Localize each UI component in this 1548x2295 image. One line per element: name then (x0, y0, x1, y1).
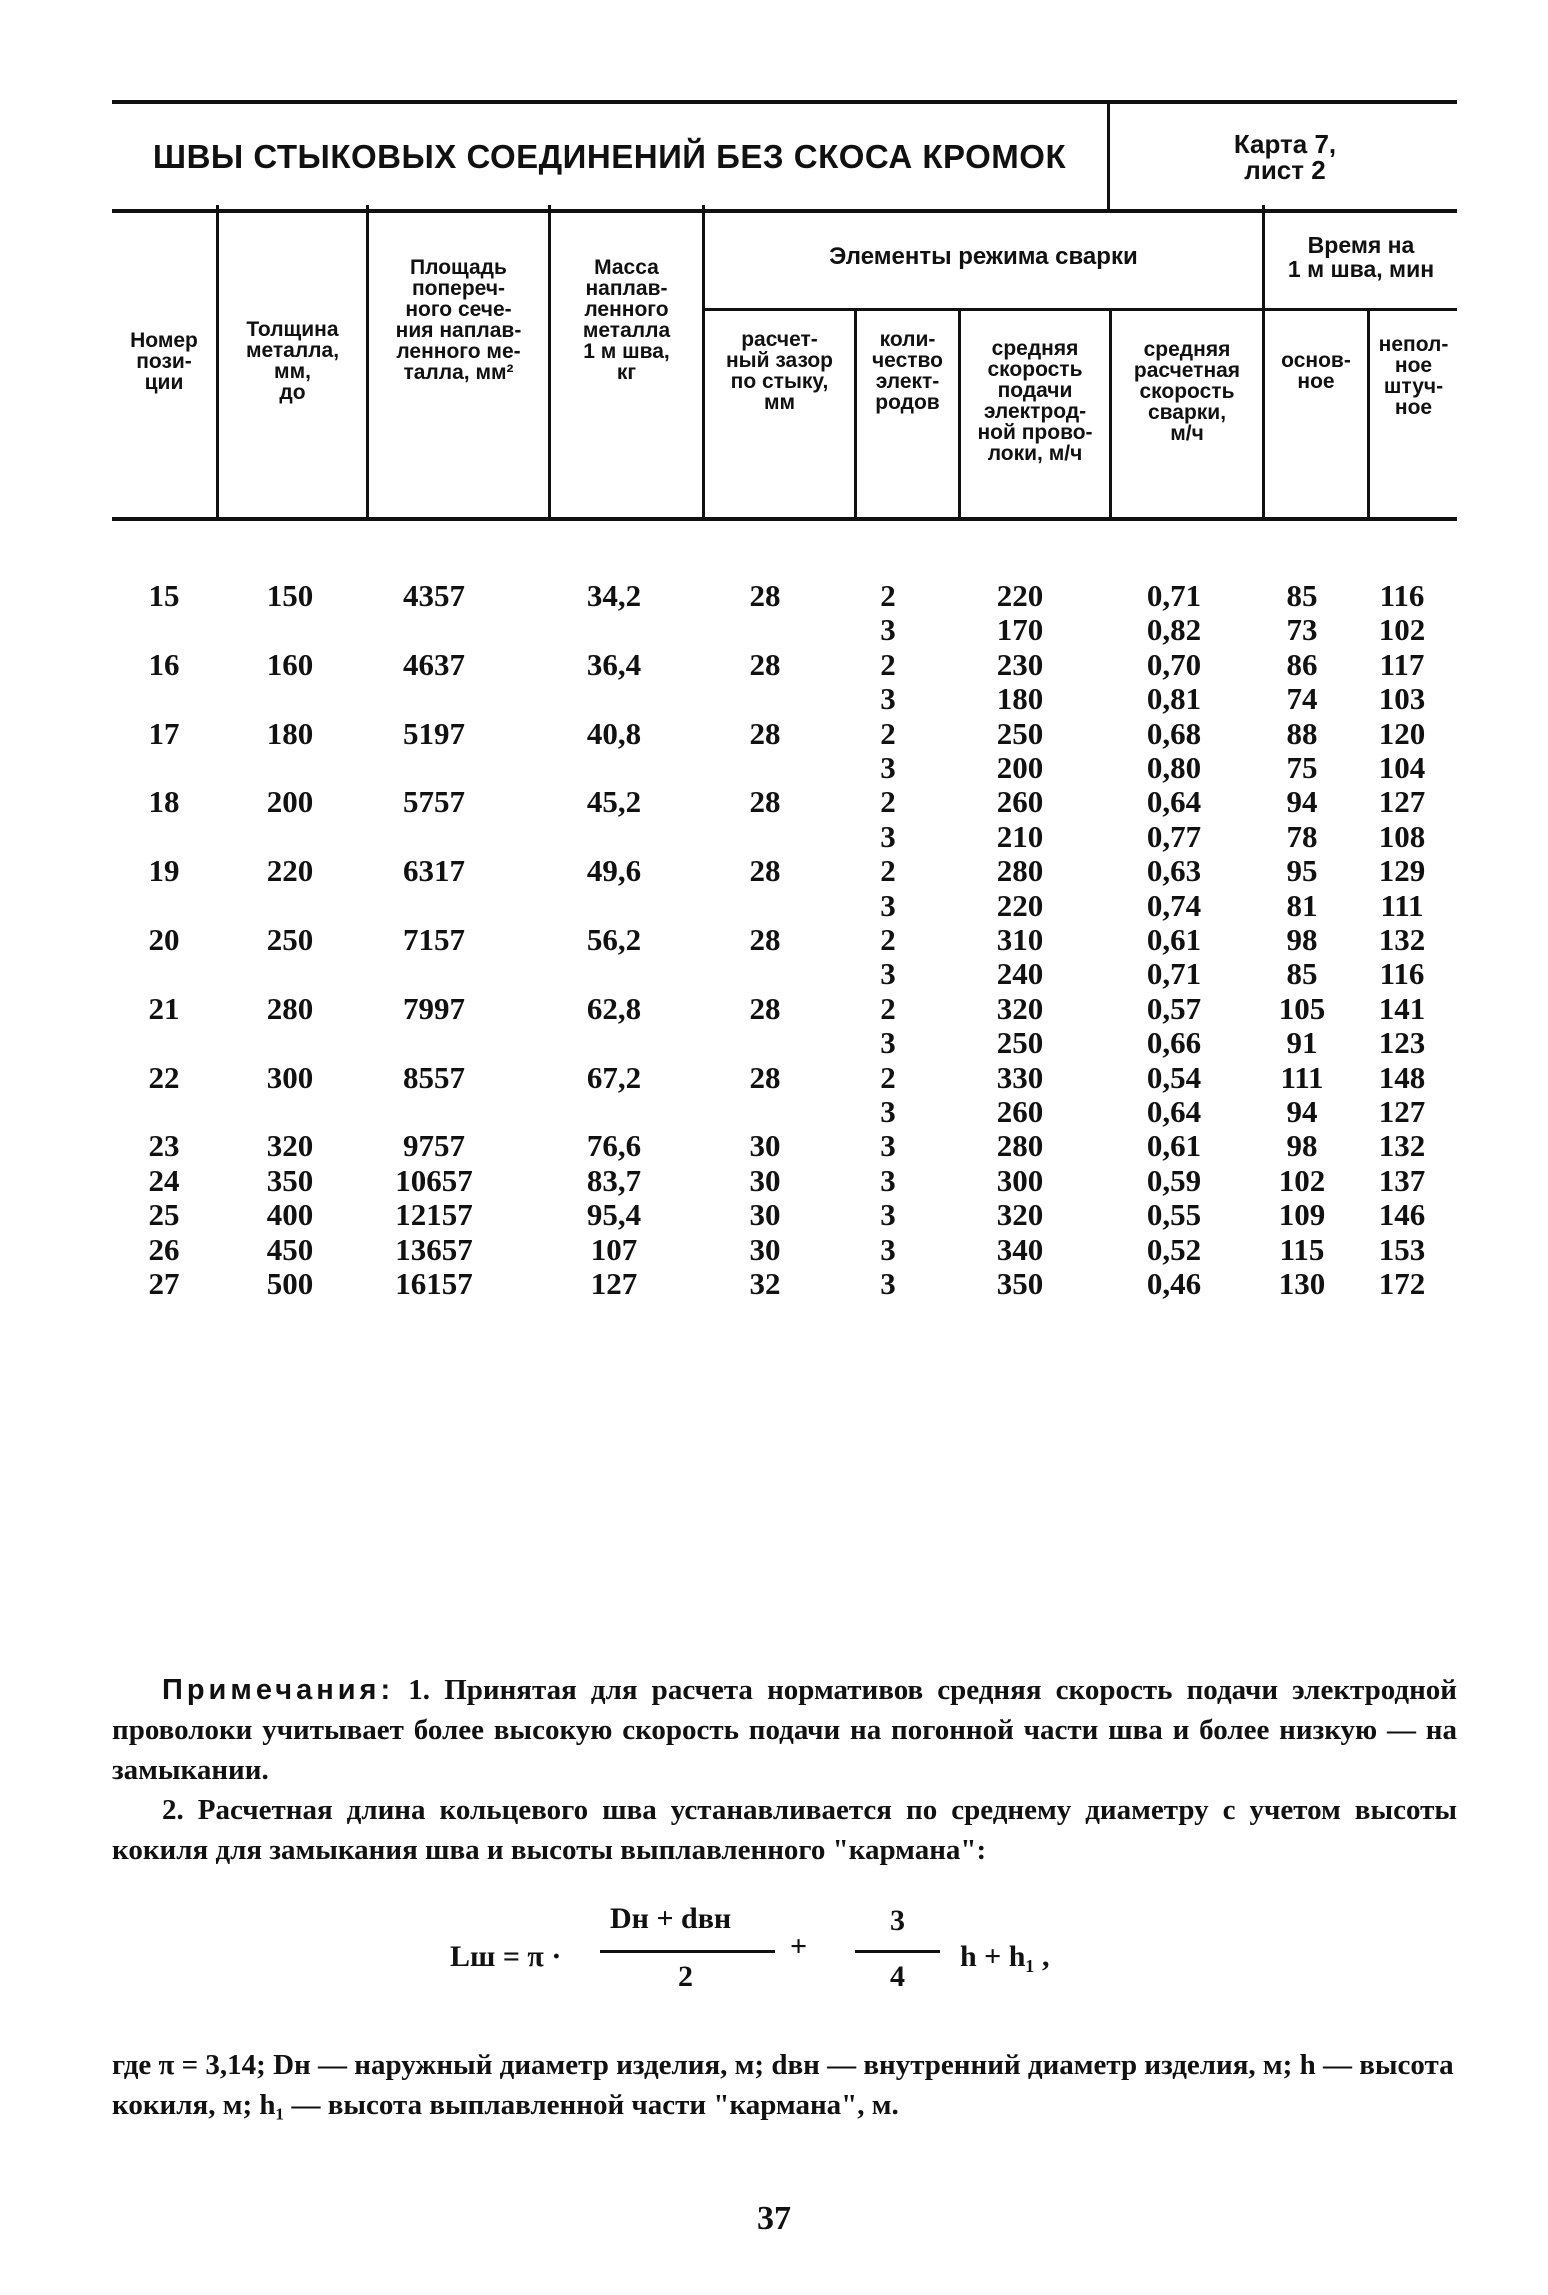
cell-mass: 62,8 (586, 990, 642, 1026)
header-line: средняя (1143, 337, 1231, 361)
cell-speed: 0,61 (1146, 1128, 1202, 1164)
cell-gap: 28 (749, 578, 781, 613)
cell-feed: 300 (996, 1162, 1044, 1198)
cell-el: 2 (880, 853, 896, 889)
cell-main: 74 (1286, 681, 1318, 717)
header-line: попереч- (411, 277, 506, 300)
cell-piece: 127 (1378, 1094, 1426, 1129)
cell-main: 78 (1286, 818, 1318, 854)
cell-piece: 172 (1378, 1266, 1426, 1301)
cell-thick: 180 (266, 715, 314, 751)
cell-piece: 127 (1378, 784, 1426, 820)
formula-lhs: Lш = π · (450, 1940, 562, 1973)
cell-mass: 83,7 (586, 1162, 642, 1198)
cell-thick: 300 (266, 1059, 314, 1095)
cell-gap: 30 (749, 1128, 781, 1164)
header-line: непол- (1378, 333, 1449, 356)
cell-feed: 280 (996, 1128, 1044, 1164)
header-line: до (279, 381, 306, 404)
cell-el: 2 (880, 990, 896, 1026)
cell-speed: 0,57 (1146, 990, 1202, 1026)
cell-main: 73 (1286, 612, 1318, 648)
cell-pos: 16 (148, 646, 180, 682)
header-line: ной прово- (977, 421, 1093, 444)
cell-piece: 148 (1378, 1059, 1426, 1095)
fraction-bar-1 (600, 1950, 775, 1953)
cell-thick: 450 (266, 1231, 314, 1267)
cell-speed: 0,80 (1146, 750, 1202, 785)
cell-feed: 310 (996, 922, 1044, 957)
cell-pos: 15 (148, 578, 180, 613)
header-line: Толщина (246, 318, 339, 341)
header-line: коли- (879, 328, 936, 351)
cell-thick: 250 (266, 922, 314, 957)
cell-main: 105 (1278, 990, 1326, 1026)
formula-denominator-2: 4 (890, 1960, 905, 1993)
cell-gap: 28 (749, 990, 781, 1026)
cell-el: 2 (880, 646, 896, 682)
cell-speed: 0,59 (1146, 1162, 1202, 1198)
cell-el: 3 (880, 1025, 896, 1061)
cell-main: 102 (1278, 1162, 1326, 1198)
header-line: Площадь (410, 256, 507, 279)
cell-el: 2 (880, 715, 896, 751)
header-line: ное (1297, 370, 1335, 393)
header-line: ленного ме- (396, 340, 521, 363)
header-line: штуч- (1383, 375, 1444, 398)
header-line: скорость (1139, 379, 1235, 403)
cell-speed: 0,61 (1146, 922, 1202, 957)
header-line: ный зазор (725, 349, 834, 372)
cell-el: 2 (880, 922, 896, 957)
cell-main: 94 (1286, 1094, 1318, 1129)
cell-mass: 45,2 (586, 784, 642, 820)
cell-mass: 107 (590, 1231, 638, 1267)
cell-main: 111 (1280, 1059, 1324, 1095)
header-line: расчет- (741, 328, 818, 351)
cell-pos: 17 (148, 715, 180, 751)
card-number: Карта 7, (1233, 128, 1337, 159)
cell-piece: 123 (1378, 1025, 1426, 1061)
cell-el: 3 (880, 1128, 896, 1164)
cell-mass: 127 (590, 1266, 638, 1301)
cell-piece: 141 (1378, 990, 1426, 1026)
cell-main: 88 (1286, 715, 1318, 751)
notes-label: Примечания: (162, 1674, 395, 1706)
header-line: 1 м шва, мин (1287, 255, 1435, 282)
header-line: сварки, (1147, 400, 1227, 424)
cell-area: 13657 (395, 1231, 473, 1267)
cell-el: 3 (880, 1231, 896, 1267)
cell-feed: 260 (996, 1094, 1044, 1129)
cell-speed: 0,64 (1146, 784, 1202, 820)
header-line: локи, м/ч (987, 442, 1083, 465)
col-position (112, 205, 216, 517)
header-line: средняя (991, 337, 1079, 360)
cell-mass: 49,6 (586, 853, 642, 889)
cell-feed: 260 (996, 784, 1044, 820)
cell-speed: 0,55 (1146, 1197, 1202, 1233)
page-number: 37 (757, 2200, 791, 2237)
cell-feed: 240 (996, 956, 1044, 992)
cell-thick: 320 (266, 1128, 314, 1164)
header-line: чество (871, 349, 944, 372)
cell-el: 2 (880, 784, 896, 820)
cell-speed: 0,71 (1146, 956, 1202, 992)
cell-mass: 34,2 (586, 578, 642, 613)
formula-legend: где π = 3,14; Dн — наружный диаметр изделия, м; dвн — внутренний диаметр изделия, м; h — высота кокиля, м; h₁ — высота выплавленной части "кармана", м. (112, 2049, 1454, 2121)
cell-thick: 160 (266, 646, 314, 682)
cell-speed: 0,54 (1146, 1059, 1202, 1095)
cell-mass: 36,4 (586, 646, 642, 682)
cell-gap: 30 (749, 1197, 781, 1233)
cell-feed: 200 (996, 750, 1044, 785)
header-line: Время на (1307, 231, 1415, 258)
col-group-mode: Элементы режима сварки (829, 243, 1138, 270)
cell-area: 5757 (403, 784, 465, 820)
cell-mass: 67,2 (586, 1059, 642, 1095)
cell-el: 3 (880, 818, 896, 854)
note-1-text: 1. Принятая для расчета нормативов средняя скорость подачи электродной проволоки учитывает более высокую скорость подачи на погонной части шва и более низкую — на замыкании. (112, 1674, 1458, 1786)
cell-piece: 104 (1378, 750, 1426, 785)
cell-speed: 0,68 (1146, 715, 1202, 751)
cell-area: 4357 (403, 578, 465, 613)
cell-feed: 250 (996, 715, 1044, 751)
cell-mass: 95,4 (586, 1197, 642, 1233)
cell-piece: 117 (1379, 646, 1425, 682)
cell-area: 7997 (403, 990, 465, 1026)
formula-numerator-2: 3 (890, 1904, 905, 1937)
cell-speed: 0,63 (1146, 853, 1202, 889)
cell-el: 3 (880, 956, 896, 992)
cell-feed: 280 (996, 853, 1044, 889)
card-sheet-label (1107, 104, 1460, 209)
cell-mass: 40,8 (586, 715, 642, 751)
cell-speed: 0,66 (1146, 1025, 1202, 1061)
cell-area: 5197 (403, 715, 465, 751)
cell-feed: 320 (996, 1197, 1044, 1233)
cell-thick: 400 (266, 1197, 314, 1233)
cell-pos: 19 (148, 853, 180, 889)
table-header (112, 205, 1457, 521)
cell-mass: 56,2 (586, 922, 642, 957)
cell-piece: 129 (1378, 853, 1426, 889)
cell-feed: 340 (996, 1231, 1044, 1267)
cell-gap: 28 (749, 1059, 781, 1095)
document-title: ШВЫ СТЫКОВЫХ СОЕДИНЕНИЙ БЕЗ СКОСА КРОМОК (152, 137, 1067, 175)
notes-section (112, 1670, 1457, 1870)
header-line: Масса (594, 256, 659, 279)
col-gap (705, 311, 854, 431)
cell-piece: 116 (1379, 578, 1425, 613)
cell-pos: 23 (148, 1128, 180, 1164)
cell-pos: 22 (148, 1059, 180, 1095)
cell-thick: 220 (266, 853, 314, 889)
cell-pos: 20 (148, 922, 180, 957)
cell-el: 3 (880, 1162, 896, 1198)
col-feed (961, 311, 1109, 491)
sheet-number: лист 2 (1244, 154, 1326, 185)
col-thickness (219, 205, 366, 517)
header-line: основ- (1281, 349, 1351, 372)
cell-feed: 320 (996, 990, 1044, 1026)
cell-gap: 28 (749, 853, 781, 889)
col-group-time (1265, 205, 1457, 308)
cell-gap: 28 (749, 922, 781, 957)
cell-pos: 25 (148, 1197, 180, 1233)
cell-gap: 32 (749, 1266, 781, 1301)
header-line: скорость (987, 358, 1083, 381)
header-line: мм (763, 391, 796, 414)
cell-piece: 111 (1380, 887, 1424, 923)
cell-area: 6317 (403, 853, 465, 889)
header-line: ного сече- (405, 298, 512, 321)
header-line: ное (1394, 396, 1433, 419)
col-main-time (1265, 311, 1367, 431)
cell-pos: 26 (148, 1231, 180, 1267)
cell-piece: 132 (1378, 1128, 1426, 1164)
cell-main: 130 (1278, 1266, 1326, 1301)
header-line: расчетная (1133, 358, 1241, 382)
header-line: пози- (136, 349, 192, 373)
cell-piece: 146 (1378, 1197, 1426, 1233)
cell-area: 9757 (403, 1128, 465, 1164)
cell-feed: 350 (996, 1266, 1044, 1301)
cell-thick: 280 (266, 990, 314, 1026)
header-line: кг (616, 361, 637, 384)
cell-main: 94 (1286, 784, 1318, 820)
cell-pos: 18 (148, 784, 180, 820)
cell-speed: 0,81 (1146, 681, 1202, 717)
cell-piece: 103 (1378, 681, 1426, 717)
header-line: подачи (997, 379, 1073, 402)
col-electrodes (857, 311, 958, 431)
header-line: 1 м шва, (583, 340, 670, 363)
header-line: по стыку, (730, 370, 829, 393)
cell-el: 3 (880, 1266, 896, 1301)
cell-feed: 210 (996, 818, 1044, 854)
header-line: ленного (584, 298, 669, 321)
header-line: металла, (245, 339, 340, 362)
cell-gap: 30 (749, 1231, 781, 1267)
cell-el: 3 (880, 681, 896, 717)
cell-area: 4637 (403, 646, 465, 682)
cell-piece: 153 (1378, 1231, 1426, 1267)
cell-area: 8557 (403, 1059, 465, 1095)
cell-speed: 0,82 (1146, 612, 1202, 648)
cell-thick: 150 (266, 578, 314, 613)
header-line: ния наплав- (395, 319, 522, 342)
header-line: мм, (274, 360, 311, 383)
formula-denominator-1: 2 (678, 1960, 693, 1993)
cell-main: 81 (1286, 887, 1318, 923)
cell-feed: 180 (996, 681, 1044, 717)
header-line: электрод- (983, 400, 1087, 423)
cell-el: 3 (880, 1197, 896, 1233)
cell-speed: 0,74 (1146, 887, 1202, 923)
cell-feed: 330 (996, 1059, 1044, 1095)
cell-feed: 220 (996, 887, 1044, 923)
col-speed (1112, 311, 1262, 471)
cell-area: 16157 (395, 1266, 473, 1301)
cell-area: 10657 (395, 1162, 473, 1198)
cell-gap: 28 (749, 715, 781, 751)
cell-el: 2 (880, 1059, 896, 1095)
cell-main: 115 (1279, 1231, 1325, 1267)
cell-piece: 132 (1378, 922, 1426, 957)
cell-speed: 0,77 (1146, 818, 1202, 854)
cell-feed: 170 (996, 612, 1044, 648)
header-line: ции (144, 370, 184, 394)
cell-speed: 0,64 (1146, 1094, 1202, 1129)
cell-el: 3 (880, 887, 896, 923)
cell-thick: 500 (266, 1266, 314, 1301)
cell-piece: 120 (1378, 715, 1426, 751)
cell-thick: 200 (266, 784, 314, 820)
note-1 (112, 1670, 1457, 1790)
cell-piece: 137 (1378, 1162, 1426, 1198)
cell-speed: 0,52 (1146, 1231, 1202, 1267)
cell-feed: 230 (996, 646, 1044, 682)
col-area (369, 205, 548, 435)
header-line: талла, мм² (403, 361, 514, 384)
cell-main: 86 (1286, 646, 1318, 682)
cell-gap: 30 (749, 1162, 781, 1198)
header-line: ное (1394, 354, 1433, 377)
cell-gap: 28 (749, 646, 781, 682)
formula-numerator-1: Dн + dвн (610, 1902, 732, 1935)
col-mass (551, 205, 702, 435)
cell-piece: 102 (1378, 612, 1426, 648)
header-line: родов (875, 391, 940, 414)
cell-speed: 0,71 (1146, 578, 1202, 613)
cell-pos: 24 (148, 1162, 180, 1198)
cell-el: 2 (880, 578, 896, 613)
formula (450, 1900, 1150, 2010)
cell-el: 3 (880, 1094, 896, 1129)
cell-el: 3 (880, 750, 896, 785)
cell-speed: 0,70 (1146, 646, 1202, 682)
cell-el: 3 (880, 612, 896, 648)
cell-feed: 220 (996, 578, 1044, 613)
cell-piece: 116 (1379, 956, 1425, 992)
cell-pos: 21 (148, 990, 180, 1026)
cell-area: 7157 (403, 922, 465, 957)
cell-thick: 350 (266, 1162, 314, 1198)
cell-area: 12157 (395, 1197, 473, 1233)
cell-mass: 76,6 (586, 1128, 642, 1164)
cell-main: 91 (1286, 1025, 1318, 1061)
fraction-bar-2 (855, 1950, 940, 1953)
cell-gap: 28 (749, 784, 781, 820)
formula-plus: + (790, 1930, 808, 1963)
cell-main: 109 (1278, 1197, 1326, 1233)
cell-main: 75 (1286, 750, 1318, 785)
note-2: 2. Расчетная длина кольцевого шва устанавливается по среднему диаметру с учетом высоты кокиля для замыкания шва и высоты выплавленного "кармана": (112, 1794, 1457, 1866)
cell-main: 98 (1286, 922, 1318, 957)
cell-feed: 250 (996, 1025, 1044, 1061)
cell-main: 95 (1286, 853, 1318, 889)
header-line: элект- (875, 370, 940, 393)
cell-pos: 27 (148, 1266, 180, 1301)
title-row (112, 100, 1457, 213)
header-line: металла (582, 319, 671, 342)
header-line: м/ч (1170, 421, 1204, 445)
col-piece-time (1370, 311, 1457, 441)
header-line: Номер (130, 328, 198, 352)
cell-main: 98 (1286, 1128, 1318, 1164)
cell-main: 85 (1286, 956, 1318, 992)
header-line: наплав- (585, 277, 668, 300)
cell-main: 85 (1286, 578, 1318, 613)
cell-piece: 108 (1378, 818, 1426, 854)
cell-speed: 0,46 (1146, 1266, 1202, 1301)
formula-tail: h + h₁ , (960, 1940, 1050, 1973)
